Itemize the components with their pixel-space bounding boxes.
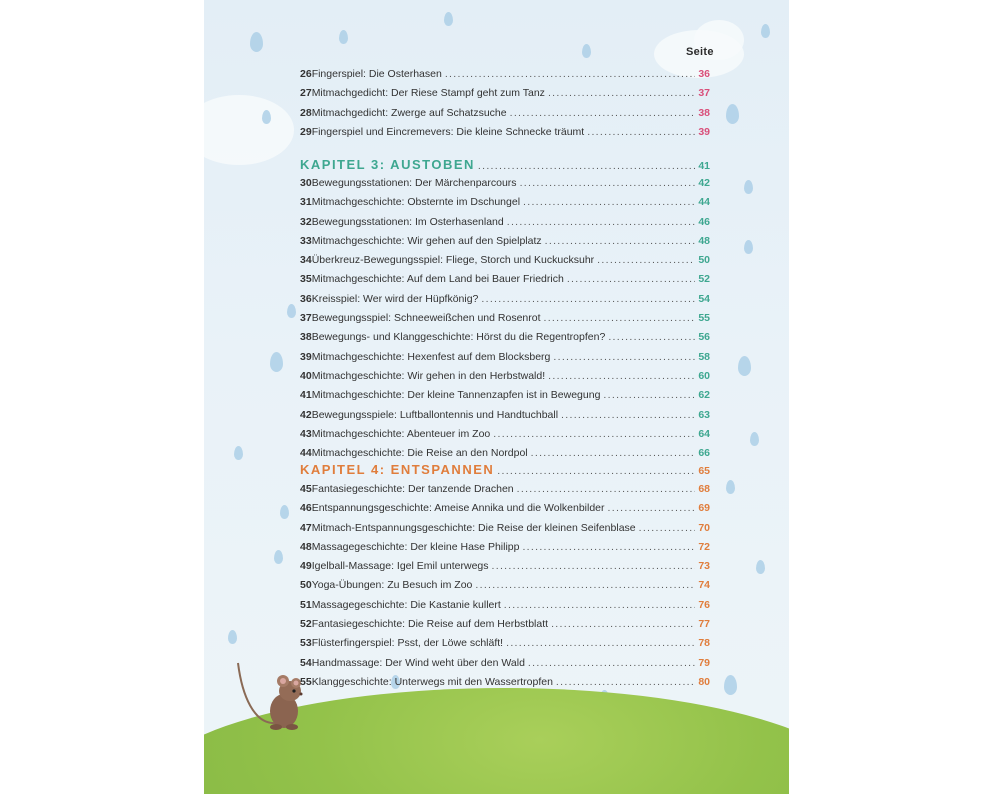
entry-number: 26 bbox=[300, 68, 312, 80]
leader-dots bbox=[506, 637, 695, 649]
entry-number: 30 bbox=[300, 177, 312, 189]
leader-dots bbox=[481, 293, 695, 305]
chapter-heading[interactable] bbox=[300, 157, 710, 179]
entry-page-number: 69 bbox=[698, 502, 710, 515]
leader-dots bbox=[608, 331, 695, 343]
entry-number: 53 bbox=[300, 637, 312, 650]
entry-title: Igelball-Massage: Igel Emil unterwegs bbox=[311, 560, 489, 573]
toc-entry[interactable] bbox=[300, 389, 710, 408]
entry-title: Überkreuz-Bewegungsspiel: Fliege, Storch und Kuckucksuhr bbox=[311, 254, 595, 267]
entry-title: Flüsterfingerspiel: Psst, der Löwe schläft! bbox=[311, 637, 504, 650]
raindrop bbox=[287, 304, 296, 318]
entry-title: Massagegeschichte: Der kleine Hase Philipp bbox=[311, 540, 520, 553]
raindrop bbox=[750, 432, 759, 446]
entry-number: 40 bbox=[300, 369, 312, 382]
toc-entry[interactable] bbox=[300, 560, 710, 579]
leader-dots bbox=[492, 560, 696, 572]
cloud-left bbox=[204, 95, 294, 165]
entry-number: 42 bbox=[300, 408, 312, 421]
leader-dots bbox=[504, 599, 696, 611]
raindrop bbox=[761, 24, 770, 38]
entry-number: 41 bbox=[300, 389, 312, 402]
entry-number: 39 bbox=[300, 350, 312, 363]
entry-page-number: 68 bbox=[698, 483, 710, 495]
entry-page-number: 42 bbox=[698, 177, 710, 189]
toc-entry[interactable] bbox=[300, 293, 710, 312]
entry-number: 45 bbox=[300, 483, 312, 495]
entry-page-number: 63 bbox=[698, 408, 710, 421]
entry-title: Mitmachgeschichte: Wir gehen in den Herbstwald! bbox=[311, 369, 546, 382]
entry-title: Fingerspiel: Die Osterhasen bbox=[311, 68, 442, 80]
entry-page-number: 54 bbox=[698, 292, 710, 305]
entry-title: Mitmachgeschichte: Die Reise an den Nordpol bbox=[311, 447, 528, 460]
raindrop bbox=[274, 550, 283, 564]
raindrop bbox=[726, 480, 735, 494]
entry-page-number: 64 bbox=[698, 427, 710, 440]
toc-entry[interactable] bbox=[300, 579, 710, 598]
toc-entry[interactable] bbox=[300, 273, 710, 292]
page-column-label: Seite bbox=[686, 46, 714, 58]
entry-number: 51 bbox=[300, 598, 312, 611]
entry-page-number: 62 bbox=[698, 389, 710, 402]
leader-dots bbox=[544, 312, 696, 324]
leader-dots bbox=[597, 254, 695, 266]
toc-entry[interactable] bbox=[300, 351, 710, 370]
entry-title: Mitmachgeschichte: Abenteuer im Zoo bbox=[311, 427, 491, 440]
entry-page-number: 60 bbox=[698, 369, 710, 382]
toc-entry[interactable] bbox=[300, 599, 710, 618]
entry-page-number: 70 bbox=[698, 521, 710, 534]
leader-dots bbox=[520, 177, 696, 189]
entry-title: Mitmachgeschichte: Obsternte im Dschungel bbox=[311, 196, 521, 209]
entry-page-number: 77 bbox=[698, 618, 710, 631]
entry-page-number: 56 bbox=[698, 331, 710, 344]
leader-dots bbox=[445, 68, 695, 80]
entry-number: 54 bbox=[300, 656, 312, 669]
entry-page-number: 72 bbox=[698, 540, 710, 553]
toc-entry[interactable] bbox=[300, 637, 710, 656]
chapter-page-number: 65 bbox=[698, 465, 710, 477]
entry-page-number: 76 bbox=[698, 598, 710, 611]
entry-page-number: 79 bbox=[698, 656, 710, 669]
raindrop bbox=[726, 104, 739, 124]
entry-number: 47 bbox=[300, 521, 312, 534]
toc-entry[interactable] bbox=[300, 502, 710, 521]
entry-number: 29 bbox=[300, 125, 312, 138]
entry-page-number: 50 bbox=[698, 254, 710, 267]
entry-title: Mitmachgeschichte: Der kleine Tannenzapfen ist in Bewegung bbox=[311, 389, 601, 402]
leader-dots bbox=[522, 541, 695, 553]
entry-number: 36 bbox=[300, 292, 312, 305]
entry-page-number: 74 bbox=[698, 579, 710, 592]
leader-dots bbox=[587, 126, 695, 138]
raindrop bbox=[744, 240, 753, 254]
leader-dots bbox=[548, 370, 695, 382]
entry-number: 55 bbox=[300, 675, 312, 688]
entry-title: Fingerspiel und Eincremevers: Die kleine Schnecke träumt bbox=[311, 125, 585, 138]
entry-number: 50 bbox=[300, 579, 312, 592]
entry-title: Mitmachgeschichte: Wir gehen auf den Spielplatz bbox=[311, 234, 542, 247]
entry-page-number: 52 bbox=[698, 273, 710, 286]
raindrop bbox=[250, 32, 263, 52]
entry-number: 35 bbox=[300, 273, 312, 286]
leader-dots bbox=[478, 160, 695, 172]
toc-entry[interactable] bbox=[300, 657, 710, 676]
entry-title: Fantasiegeschichte: Der tanzende Drachen bbox=[311, 483, 514, 495]
entry-number: 49 bbox=[300, 560, 312, 573]
leader-dots bbox=[545, 235, 696, 247]
entry-page-number: 78 bbox=[698, 637, 710, 650]
toc-group-2 bbox=[300, 177, 710, 466]
leader-dots bbox=[556, 676, 695, 688]
entry-page-number: 55 bbox=[698, 312, 710, 325]
toc-entry[interactable] bbox=[300, 483, 710, 502]
toc-entry[interactable] bbox=[300, 331, 710, 350]
raindrop bbox=[582, 44, 591, 58]
entry-title: Mitmachgedicht: Der Riese Stampf geht zum Tanz bbox=[311, 87, 545, 100]
book-page bbox=[204, 0, 789, 794]
entry-number: 33 bbox=[300, 234, 312, 247]
entry-number: 46 bbox=[300, 502, 312, 515]
entry-page-number: 46 bbox=[698, 215, 710, 228]
leader-dots bbox=[548, 87, 695, 99]
entry-title: Yoga-Übungen: Zu Besuch im Zoo bbox=[311, 579, 473, 592]
chapter-title: KAPITEL 3: AUSTOBEN bbox=[300, 157, 475, 172]
toc-entry[interactable] bbox=[300, 312, 710, 331]
leader-dots bbox=[551, 618, 695, 630]
toc-entry[interactable] bbox=[300, 216, 710, 235]
toc-entry[interactable] bbox=[300, 177, 710, 196]
entry-title: Entspannungsgeschichte: Ameise Annika und die Wolkenbilder bbox=[311, 502, 605, 515]
toc-entry[interactable] bbox=[300, 126, 710, 145]
raindrop bbox=[339, 30, 348, 44]
leader-dots bbox=[517, 483, 696, 495]
entry-number: 52 bbox=[300, 618, 312, 631]
toc-entry[interactable] bbox=[300, 370, 710, 389]
entry-page-number: 48 bbox=[698, 234, 710, 247]
toc-entry[interactable] bbox=[300, 68, 710, 87]
entry-number: 28 bbox=[300, 106, 312, 119]
entry-title: Bewegungsstationen: Der Märchenparcours bbox=[311, 177, 517, 189]
entry-title: Mitmachgedicht: Zwerge auf Schatzsuche bbox=[311, 106, 507, 119]
toc-chapter-4 bbox=[300, 462, 710, 484]
entry-title: Fantasiegeschichte: Die Reise auf dem Herbstblatt bbox=[311, 618, 549, 631]
toc-entry[interactable] bbox=[300, 428, 710, 447]
toc-entry[interactable] bbox=[300, 107, 710, 126]
raindrop bbox=[744, 180, 753, 194]
leader-dots bbox=[497, 465, 695, 477]
toc-entry[interactable] bbox=[300, 618, 710, 637]
toc-entry[interactable] bbox=[300, 87, 710, 106]
entry-page-number: 44 bbox=[698, 196, 710, 209]
leader-dots bbox=[531, 447, 696, 459]
raindrop bbox=[738, 356, 751, 376]
entry-page-number: 39 bbox=[698, 125, 710, 138]
entry-number: 37 bbox=[300, 312, 312, 325]
toc-group-1 bbox=[300, 68, 710, 145]
entry-number: 44 bbox=[300, 447, 312, 460]
entry-number: 27 bbox=[300, 87, 312, 100]
chapter-heading[interactable] bbox=[300, 462, 710, 484]
entry-page-number: 80 bbox=[698, 675, 710, 688]
raindrop bbox=[234, 446, 243, 460]
toc-entry[interactable] bbox=[300, 254, 710, 273]
entry-title: Bewegungs- und Klanggeschichte: Hörst du die Regentropfen? bbox=[311, 331, 606, 344]
leader-dots bbox=[603, 389, 695, 401]
leader-dots bbox=[507, 216, 696, 228]
chapter-page-number: 41 bbox=[698, 160, 710, 172]
raindrop bbox=[270, 352, 283, 372]
entry-title: Bewegungsspiel: Schneeweißchen und Rosenrot bbox=[311, 312, 541, 325]
leader-dots bbox=[510, 107, 696, 119]
entry-number: 32 bbox=[300, 215, 312, 228]
leader-dots bbox=[528, 657, 695, 669]
leader-dots bbox=[608, 502, 696, 514]
entry-page-number: 37 bbox=[698, 87, 710, 100]
entry-title: Mitmachgeschichte: Auf dem Land bei Bauer Friedrich bbox=[311, 273, 564, 286]
toc-entry[interactable] bbox=[300, 409, 710, 428]
entry-page-number: 38 bbox=[698, 106, 710, 119]
toc-entry[interactable] bbox=[300, 676, 710, 695]
entry-title: Mitmach-Entspannungsgeschichte: Die Reise der kleinen Seifenblase bbox=[311, 521, 636, 534]
toc-entry[interactable] bbox=[300, 235, 710, 254]
leader-dots bbox=[567, 273, 695, 285]
leader-dots bbox=[561, 409, 695, 421]
entry-page-number: 66 bbox=[698, 447, 710, 460]
toc-entry[interactable] bbox=[300, 196, 710, 215]
raindrop bbox=[444, 12, 453, 26]
raindrop bbox=[756, 560, 765, 574]
entry-title: Mitmachgeschichte: Hexenfest auf dem Blocksberg bbox=[311, 350, 551, 363]
toc-entry[interactable] bbox=[300, 541, 710, 560]
leader-dots bbox=[475, 579, 695, 591]
entry-number: 48 bbox=[300, 540, 312, 553]
leader-dots bbox=[523, 196, 695, 208]
entry-number: 34 bbox=[300, 254, 312, 267]
raindrop bbox=[228, 630, 237, 644]
raindrop bbox=[262, 110, 271, 124]
entry-number: 38 bbox=[300, 331, 312, 344]
entry-title: Massagegeschichte: Die Kastanie kullert bbox=[311, 598, 501, 611]
leader-dots bbox=[493, 428, 695, 440]
entry-page-number: 36 bbox=[698, 68, 710, 80]
entry-page-number: 73 bbox=[698, 560, 710, 573]
entry-number: 31 bbox=[300, 196, 312, 209]
entry-title: Bewegungsstationen: Im Osterhasenland bbox=[311, 215, 504, 228]
entry-page-number: 58 bbox=[698, 350, 710, 363]
chapter-title: KAPITEL 4: ENTSPANNEN bbox=[300, 462, 495, 477]
entry-title: Kreisspiel: Wer wird der Hüpfkönig? bbox=[311, 292, 479, 305]
entry-title: Klanggeschichte: Unterwegs mit den Wassertropfen bbox=[311, 675, 553, 688]
toc-chapter-3 bbox=[300, 157, 710, 179]
toc-group-3 bbox=[300, 483, 710, 695]
entry-title: Bewegungsspiele: Luftballontennis und Handtuchball bbox=[311, 408, 559, 421]
raindrop bbox=[724, 675, 737, 695]
raindrop bbox=[280, 505, 289, 519]
entry-title: Handmassage: Der Wind weht über den Wald bbox=[311, 656, 525, 669]
entry-number: 43 bbox=[300, 427, 312, 440]
leader-dots bbox=[639, 522, 696, 534]
leader-dots bbox=[553, 351, 695, 363]
toc-entry[interactable] bbox=[300, 522, 710, 541]
